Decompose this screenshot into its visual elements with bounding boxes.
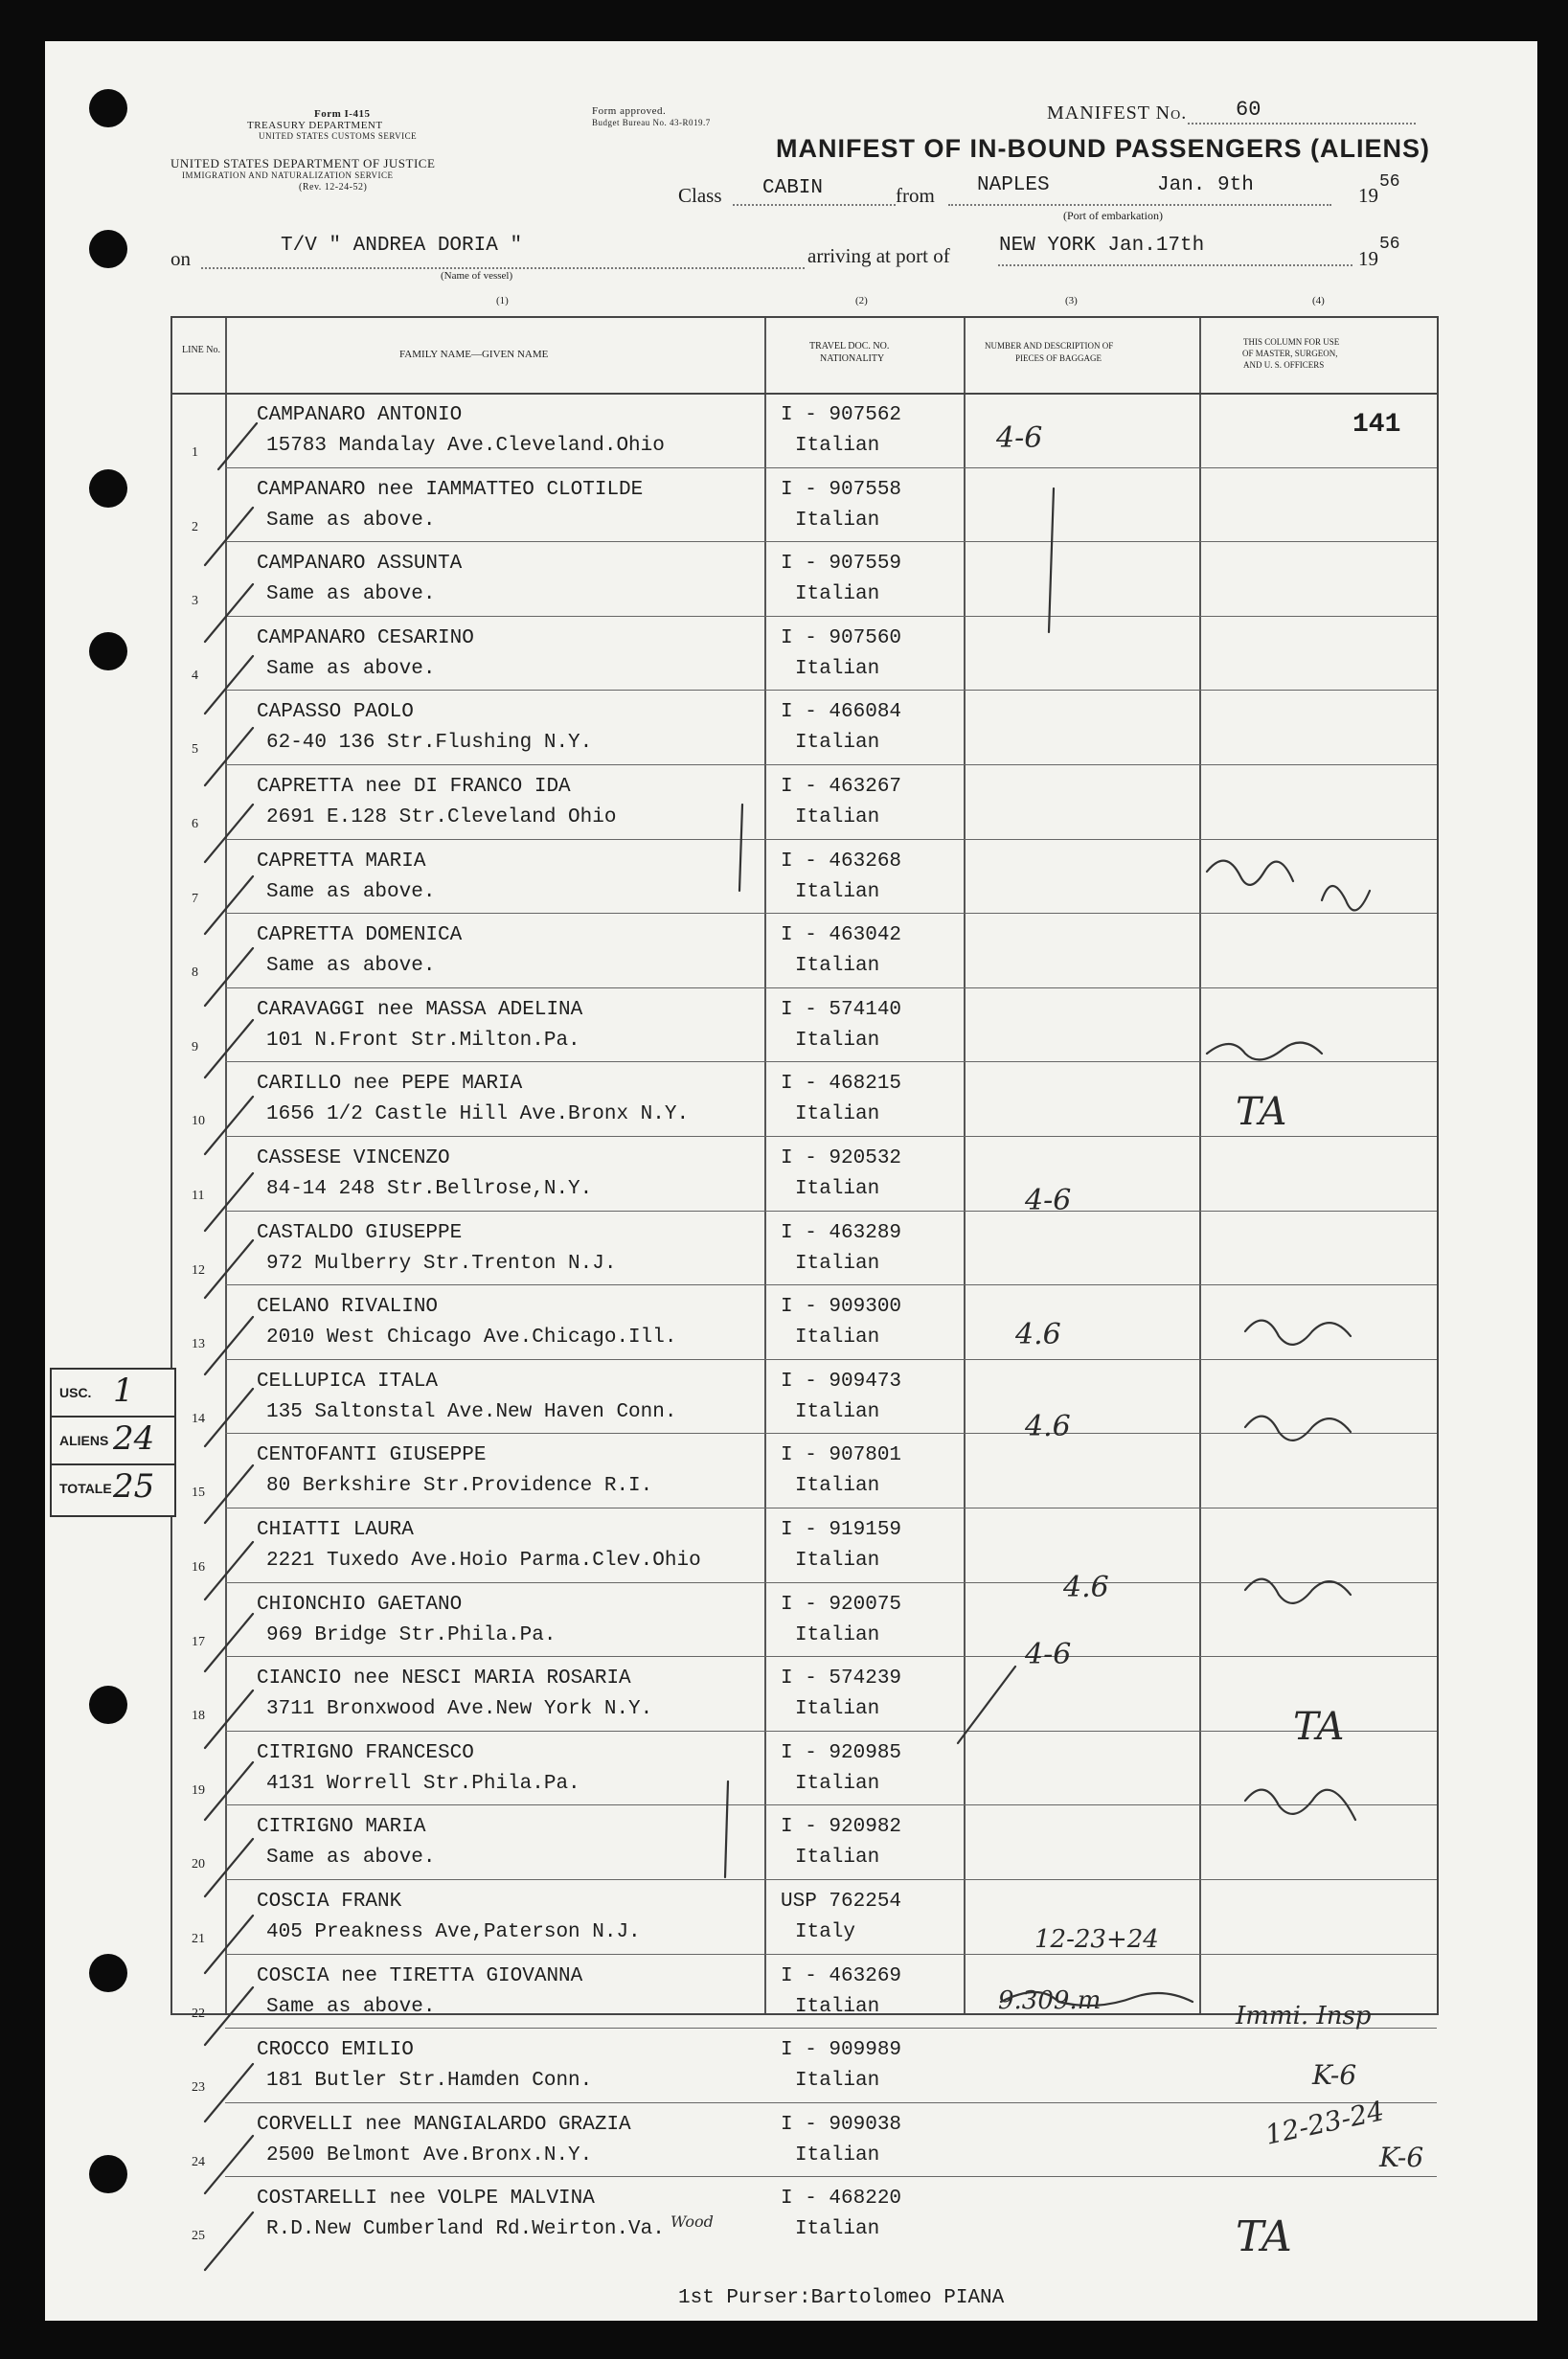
passenger-address: Same as above. — [266, 1847, 436, 1870]
passenger-name: CAPRETTA nee DI FRANCO IDA — [257, 776, 571, 798]
check-mark — [205, 508, 253, 565]
initials-signature — [1245, 1417, 1351, 1440]
line-number: 18 — [192, 1709, 205, 1724]
ditto-mark — [725, 1781, 728, 1877]
check-mark — [205, 948, 253, 1006]
line-number: 9 — [192, 1039, 198, 1055]
handwritten-note: 9.309.m — [998, 1986, 1102, 2015]
passenger-name: CASSESE VINCENZO — [257, 1147, 450, 1169]
check-mark — [205, 1839, 253, 1896]
manifest-title: MANIFEST OF IN-BOUND PASSENGERS (ALIENS) — [776, 134, 1431, 163]
page-number: 141 — [1352, 410, 1401, 440]
aliens-value: 24 — [113, 1419, 155, 1458]
nationality: Italian — [795, 1400, 880, 1423]
nationality: Italian — [795, 1550, 880, 1572]
passenger-address: Same as above. — [266, 583, 436, 606]
line-number: 5 — [192, 742, 198, 758]
handwritten-ta: TA — [1236, 1090, 1287, 1134]
customs-service: UNITED STATES CUSTOMS SERVICE — [259, 131, 418, 141]
col-num-1: (1) — [496, 295, 509, 306]
nationality: Italian — [795, 1103, 880, 1126]
handwritten-note: Immi. Insp — [1236, 2002, 1372, 2030]
travel-doc-number: I - 909038 — [781, 2113, 902, 2136]
travel-doc-number: I - 463289 — [781, 1221, 902, 1244]
revision: (Rev. 12-24-52) — [299, 182, 368, 193]
travel-doc-number: USP 762254 — [781, 1891, 902, 1913]
travel-doc-number: I - 907562 — [781, 404, 902, 426]
passenger-address: 181 Butler Str.Hamden Conn. — [266, 2070, 593, 2093]
line-number: 20 — [192, 1857, 205, 1872]
travel-doc-number: I - 574140 — [781, 998, 902, 1021]
handwritten-baggage: 4-6 — [996, 421, 1043, 455]
handwritten-note: K-6 — [1312, 2059, 1357, 2091]
passenger-name: CAMPANARO ANTONIO — [257, 404, 463, 426]
passenger-address: 3711 Bronxwood Ave.New York N.Y. — [266, 1698, 653, 1721]
passenger-name: CAMPANARO CESARINO — [257, 626, 474, 649]
passenger-name: CAMPANARO nee IAMMATTEO CLOTILDE — [257, 478, 644, 501]
year-suffix: 56 — [1379, 172, 1400, 192]
travel-doc-number: I - 909473 — [781, 1370, 902, 1393]
nationality: Italian — [795, 435, 880, 457]
passenger-address: 80 Berkshire Str.Providence R.I. — [266, 1475, 653, 1498]
travel-doc-number: I - 920075 — [781, 1593, 902, 1616]
handwritten-baggage: 4-6 — [1025, 1638, 1072, 1671]
nationality: Italian — [795, 657, 880, 680]
check-mark — [205, 1762, 253, 1820]
check-mark — [205, 805, 253, 862]
manifest-no-label: MANIFEST No. — [1047, 102, 1188, 124]
handwritten-ta: TA — [1293, 1705, 1345, 1749]
nationality: Italian — [795, 1698, 880, 1721]
col-header-use-2: OF MASTER, SURGEON, — [1242, 349, 1338, 358]
form-approved: Form approved. — [592, 105, 667, 117]
passenger-address: Same as above. — [266, 1995, 436, 2018]
travel-doc-number: I - 574239 — [781, 1667, 902, 1690]
line-number: 25 — [192, 2229, 205, 2244]
class-value: CABIN — [762, 177, 824, 199]
passenger-name: COSTARELLI nee VOLPE MALVINA — [257, 2188, 595, 2211]
check-mark — [205, 1987, 253, 2045]
check-mark — [205, 1542, 253, 1599]
handwritten-baggage: 4.6 — [1025, 1410, 1071, 1443]
col-header-name: FAMILY NAME—GIVEN NAME — [399, 349, 549, 360]
line-number: 15 — [192, 1486, 205, 1501]
col-header-baggage-1: NUMBER AND DESCRIPTION OF — [985, 341, 1114, 351]
passenger-name: COSCIA FRANK — [257, 1891, 402, 1913]
travel-doc-number: I - 907801 — [781, 1444, 902, 1467]
check-mark — [205, 2136, 253, 2193]
line-number: 24 — [192, 2154, 205, 2169]
passenger-address: 2500 Belmont Ave.Bronx.N.Y. — [266, 2144, 593, 2166]
passenger-address: R.D.New Cumberland Rd.Weirton.Va. — [266, 2218, 665, 2241]
passenger-address: Same as above. — [266, 509, 436, 532]
passenger-address: 1656 1/2 Castle Hill Ave.Bronx N.Y. — [266, 1103, 690, 1126]
line-number: 2 — [192, 519, 198, 534]
port-caption: (Port of embarkation) — [1063, 209, 1163, 222]
from-label: from — [896, 184, 935, 207]
travel-doc-number: I - 907559 — [781, 553, 902, 576]
travel-doc-number: I - 909989 — [781, 2039, 902, 2062]
check-mark — [205, 1097, 253, 1154]
travel-doc-number: I - 463042 — [781, 924, 902, 947]
travel-doc-number: I - 463268 — [781, 850, 902, 873]
nationality: Italy — [795, 1921, 856, 1943]
check-mark — [205, 1690, 253, 1748]
check-mark — [205, 876, 253, 934]
nationality: Italian — [795, 2070, 880, 2093]
check-mark — [205, 1465, 253, 1523]
line-number: 11 — [192, 1189, 205, 1203]
passenger-address: Same as above. — [266, 657, 436, 680]
passenger-address: 84-14 248 Str.Bellrose,N.Y. — [266, 1178, 593, 1200]
travel-doc-number: I - 463269 — [781, 1964, 902, 1987]
handwritten-note: Wood — [670, 2212, 714, 2231]
line-number: 12 — [192, 1262, 205, 1278]
travel-doc-number: I - 920532 — [781, 1147, 902, 1169]
travel-doc-number: I - 907560 — [781, 626, 902, 649]
passenger-address: 4131 Worrell Str.Phila.Pa. — [266, 1772, 580, 1795]
manifest-no-value: 60 — [1236, 98, 1261, 122]
initials-signature — [1245, 1579, 1351, 1603]
total-label: TOTALE — [59, 1481, 112, 1496]
arriving-label: arriving at port of — [807, 244, 950, 267]
departure-date: Jan. 9th — [1157, 174, 1254, 196]
check-mark — [205, 1614, 253, 1671]
nationality: Italian — [795, 1623, 880, 1646]
passenger-name: CITRIGNO MARIA — [257, 1816, 426, 1839]
handwritten-note: 12-23-24 — [1261, 2095, 1387, 2151]
col-num-4: (4) — [1312, 295, 1325, 306]
check-mark — [205, 2212, 253, 2270]
line-number: 7 — [192, 891, 198, 906]
handwritten-baggage: 4.6 — [1063, 1571, 1109, 1604]
handwritten-ta: TA — [1236, 2212, 1292, 2261]
ditto-mark — [1049, 488, 1054, 632]
handwritten-note: K-6 — [1379, 2142, 1424, 2173]
passenger-address: 101 N.Front Str.Milton.Pa. — [266, 1029, 580, 1052]
check-mark — [205, 2064, 253, 2121]
nationality: Italian — [795, 1327, 880, 1350]
vessel-caption: (Name of vessel) — [441, 270, 513, 282]
nationality: Italian — [795, 1252, 880, 1275]
line-number: 19 — [192, 1782, 205, 1798]
passenger-name: CAMPANARO ASSUNTA — [257, 553, 463, 576]
travel-doc-number: I - 920982 — [781, 1816, 902, 1839]
ditto-mark — [739, 805, 742, 891]
on-label: on — [170, 247, 191, 270]
passenger-address: Same as above. — [266, 880, 436, 903]
passenger-address: 969 Bridge Str.Phila.Pa. — [266, 1623, 557, 1646]
line-number: 21 — [192, 1932, 205, 1946]
col-header-use-1: THIS COLUMN FOR USE — [1243, 337, 1340, 347]
passenger-address: 15783 Mandalay Ave.Cleveland.Ohio — [266, 435, 665, 457]
nationality: Italian — [795, 1475, 880, 1498]
passenger-address: Same as above. — [266, 955, 436, 978]
form-number: Form I-415 — [314, 108, 371, 120]
passenger-name: CAPRETTA DOMENICA — [257, 924, 463, 947]
total-value: 25 — [113, 1467, 155, 1506]
line-number: 17 — [192, 1634, 205, 1649]
nationality: Italian — [795, 732, 880, 755]
budget-bureau: Budget Bureau No. 43-R019.7 — [592, 118, 711, 127]
nationality: Italian — [795, 1995, 880, 2018]
passenger-name: COSCIA nee TIRETTA GIOVANNA — [257, 1964, 583, 1987]
line-number: 14 — [192, 1411, 205, 1426]
line-number: 6 — [192, 817, 198, 831]
travel-doc-number: I - 909300 — [781, 1296, 902, 1319]
passenger-name: CASTALDO GIUSEPPE — [257, 1221, 463, 1244]
check-mark — [205, 1240, 253, 1298]
col-header-nationality: NATIONALITY — [820, 353, 885, 364]
col-header-use-3: AND U. S. OFFICERS — [1243, 360, 1325, 370]
nationality: Italian — [795, 1847, 880, 1870]
vessel-name: T/V " ANDREA DORIA " — [281, 235, 523, 257]
usc-value: 1 — [113, 1372, 134, 1410]
line-number: 16 — [192, 1560, 205, 1575]
line-number: 13 — [192, 1337, 205, 1352]
passenger-name: CARAVAGGI nee MASSA ADELINA — [257, 998, 583, 1021]
passenger-address: 2010 West Chicago Ave.Chicago.Ill. — [266, 1327, 677, 1350]
col-num-3: (3) — [1065, 295, 1078, 306]
check-mark — [205, 1317, 253, 1374]
passenger-name: CELANO RIVALINO — [257, 1296, 439, 1319]
passenger-name: CHIONCHIO GAETANO — [257, 1593, 463, 1616]
passenger-name: CORVELLI nee MANGIALARDO GRAZIA — [257, 2113, 631, 2136]
check-mark — [205, 656, 253, 714]
passenger-address: 2221 Tuxedo Ave.Hoio Parma.Clev.Ohio — [266, 1550, 701, 1572]
passenger-name: CENTOFANTI GIUSEPPE — [257, 1444, 487, 1467]
passenger-address: 2691 E.128 Str.Cleveland Ohio — [266, 806, 617, 828]
line-number: 1 — [192, 445, 198, 460]
purser-signature-line: 1st Purser:Bartolomeo PIANA — [678, 2287, 1005, 2309]
line-number: 23 — [192, 2080, 205, 2096]
nationality: Italian — [795, 1772, 880, 1795]
nationality: Italian — [795, 509, 880, 532]
justice-dept: UNITED STATES DEPARTMENT OF JUSTICE — [170, 156, 436, 170]
initials-signature — [1245, 1321, 1351, 1345]
year-suffix-2: 56 — [1379, 235, 1400, 254]
nationality: Italian — [795, 880, 880, 903]
initials-signature — [1207, 1043, 1322, 1060]
travel-doc-number: I - 466084 — [781, 701, 902, 724]
check-mark — [205, 1020, 253, 1077]
aliens-label: ALIENS — [59, 1433, 109, 1448]
arrival-port-date: NEW YORK Jan.17th — [999, 235, 1205, 257]
passenger-address: 62-40 136 Str.Flushing N.Y. — [266, 732, 593, 755]
travel-doc-number: I - 463267 — [781, 776, 902, 798]
passenger-address: 972 Mulberry Str.Trenton N.J. — [266, 1252, 617, 1275]
col-header-doc: TRAVEL DOC. NO. — [809, 341, 890, 352]
handwritten-baggage: 4.6 — [1015, 1318, 1061, 1351]
nationality: Italian — [795, 2144, 880, 2166]
initials-signature — [1207, 861, 1293, 885]
line-number: 8 — [192, 965, 198, 981]
port-embarkation: NAPLES — [977, 174, 1050, 196]
passenger-name: CIANCIO nee NESCI MARIA ROSARIA — [257, 1667, 631, 1690]
passenger-address: 405 Preakness Ave,Paterson N.J. — [266, 1921, 641, 1943]
nationality: Italian — [795, 1029, 880, 1052]
passenger-name: CHIATTI LAURA — [257, 1519, 414, 1541]
handwritten-baggage: 4-6 — [1025, 1184, 1072, 1217]
line-number: 3 — [192, 594, 198, 609]
passenger-name: CITRIGNO FRANCESCO — [257, 1741, 474, 1764]
passenger-name: CROCCO EMILIO — [257, 2039, 414, 2062]
passenger-address: 135 Saltonstal Ave.New Haven Conn. — [266, 1400, 677, 1423]
nationality: Italian — [795, 1178, 880, 1200]
year-prefix-2: 19 — [1358, 247, 1378, 270]
check-mark — [958, 1667, 1015, 1743]
check-mark — [205, 1173, 253, 1231]
col-header-baggage-2: PIECES OF BAGGAGE — [1015, 353, 1102, 363]
passenger-name: CAPASSO PAOLO — [257, 701, 414, 724]
col-num-2: (2) — [855, 295, 868, 306]
travel-doc-number: I - 468215 — [781, 1073, 902, 1096]
check-mark — [205, 1916, 253, 1973]
line-number: 10 — [192, 1114, 205, 1129]
check-mark — [205, 1389, 253, 1446]
passenger-name: CAPRETTA MARIA — [257, 850, 426, 873]
nationality: Italian — [795, 583, 880, 606]
passenger-name: CELLUPICA ITALA — [257, 1370, 439, 1393]
year-prefix: 19 — [1358, 184, 1378, 207]
usc-label: USC. — [59, 1385, 92, 1400]
travel-doc-number: I - 907558 — [781, 478, 902, 501]
initials-signature — [1322, 886, 1370, 910]
nationality: Italian — [795, 2218, 880, 2241]
class-label: Class — [678, 184, 722, 207]
passenger-name: CARILLO nee PEPE MARIA — [257, 1073, 523, 1096]
ins-service: IMMIGRATION AND NATURALIZATION SERVICE — [182, 170, 394, 180]
check-mark — [205, 584, 253, 642]
initials-signature — [1001, 1992, 1193, 2006]
treasury-dept: TREASURY DEPARTMENT — [247, 120, 383, 131]
check-mark — [205, 728, 253, 785]
nationality: Italian — [795, 806, 880, 828]
line-number: 22 — [192, 2006, 205, 2021]
initials-signature — [1245, 1790, 1355, 1820]
travel-doc-number: I - 919159 — [781, 1519, 902, 1541]
nationality: Italian — [795, 955, 880, 978]
travel-doc-number: I - 920985 — [781, 1741, 902, 1764]
col-header-line: LINE No. — [182, 345, 220, 355]
line-number: 4 — [192, 668, 198, 683]
handwritten-note: 12-23+24 — [1034, 1925, 1159, 1954]
check-mark — [218, 423, 257, 469]
travel-doc-number: I - 468220 — [781, 2188, 902, 2211]
